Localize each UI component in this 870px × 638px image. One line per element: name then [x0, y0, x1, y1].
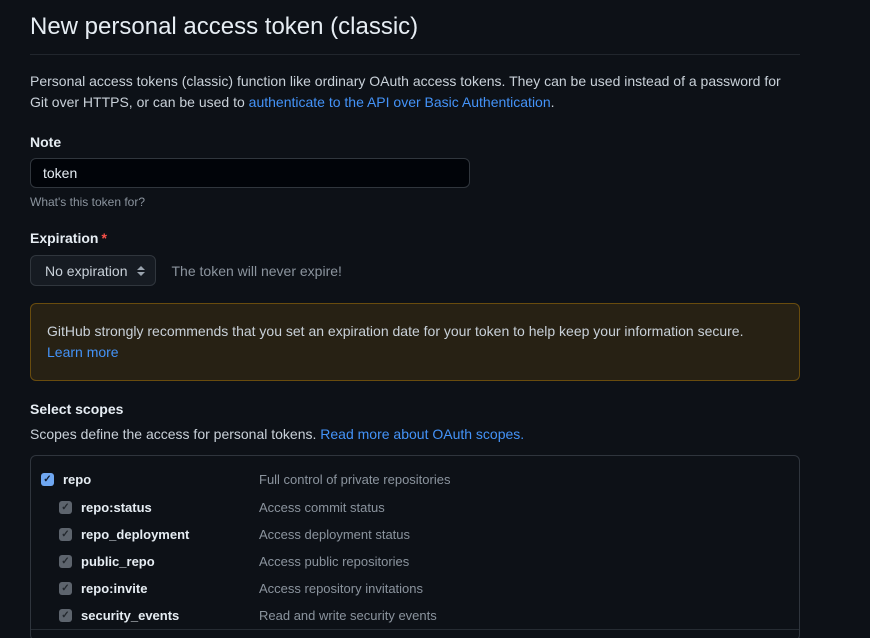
repo-invite-checkbox[interactable]: ✓ — [59, 582, 72, 595]
learn-more-link[interactable]: Learn more — [47, 344, 119, 360]
oauth-scopes-link[interactable]: Read more about OAuth scopes. — [320, 426, 525, 442]
scope-name-repo[interactable]: repo — [63, 471, 92, 487]
repo-status-checkbox[interactable]: ✓ — [59, 501, 72, 514]
scope-row-repo — [41, 464, 787, 494]
scope-desc-repo-deployment: Access deployment status — [259, 527, 411, 542]
scope-name-public-repo[interactable]: public_repo — [81, 554, 155, 569]
intro-paragraph — [30, 71, 800, 113]
expiration-selected-value: No expiration — [45, 262, 128, 279]
scope-row-repo-status — [41, 494, 787, 521]
intro-text: Personal access tokens (classic) function like ordinary OAuth access tokens. They can be used instead of a password for Git over HTTPS, or can be used to — [30, 73, 781, 110]
scopes-intro-text: Scopes define the access for personal tokens. — [30, 426, 321, 442]
security-events-checkbox[interactable]: ✓ — [59, 609, 72, 622]
scope-name-security-events[interactable]: security_events — [81, 608, 180, 623]
scope-name-repo-status[interactable]: repo:status — [81, 500, 152, 515]
note-label: Note — [30, 134, 62, 150]
expiration-hint: The token will never expire! — [171, 262, 342, 279]
next-scope-row-partial — [41, 630, 787, 638]
note-help-text: What's this token for? — [30, 195, 146, 209]
scope-row-repo-invite — [41, 575, 787, 602]
scope-desc-security-events: Read and write security events — [259, 608, 437, 623]
expiration-label: Expiration * — [30, 230, 107, 246]
warning-message: GitHub strongly recommends that you set an expiration date for your token to help keep your information secure. — [47, 323, 744, 339]
scopes-intro — [30, 426, 800, 442]
expiration-warning-banner — [30, 303, 800, 381]
scopes-table — [30, 455, 800, 638]
expiration-select[interactable] — [30, 255, 156, 286]
scope-desc-repo-invite: Access repository invitations — [259, 581, 424, 596]
select-scopes-heading: Select scopes — [30, 401, 124, 417]
scope-desc-repo-status: Access commit status — [259, 500, 385, 515]
intro-period: . — [550, 94, 555, 110]
repo-deployment-checkbox[interactable]: ✓ — [59, 528, 72, 541]
scope-name-repo-deployment[interactable]: repo_deployment — [81, 527, 190, 542]
scope-desc-repo: Full control of private repositories — [259, 471, 451, 487]
required-asterisk: * — [101, 230, 107, 246]
note-input[interactable] — [30, 158, 470, 188]
scope-desc-public-repo: Access public repositories — [259, 554, 410, 569]
new-token-page — [30, 0, 800, 638]
basic-auth-link[interactable]: authenticate to the API over Basic Authentication — [248, 94, 551, 110]
scope-row-security-events — [41, 602, 787, 629]
scope-row-repo-deployment — [41, 521, 787, 548]
expiration-row — [30, 255, 800, 286]
select-updown-icon — [137, 266, 145, 276]
scope-row-public-repo — [41, 548, 787, 575]
repo-checkbox[interactable]: ✓ — [41, 473, 54, 486]
page-title: New personal access token (classic) — [30, 0, 800, 55]
scope-name-repo-invite[interactable]: repo:invite — [81, 581, 148, 596]
public-repo-checkbox[interactable]: ✓ — [59, 555, 72, 568]
